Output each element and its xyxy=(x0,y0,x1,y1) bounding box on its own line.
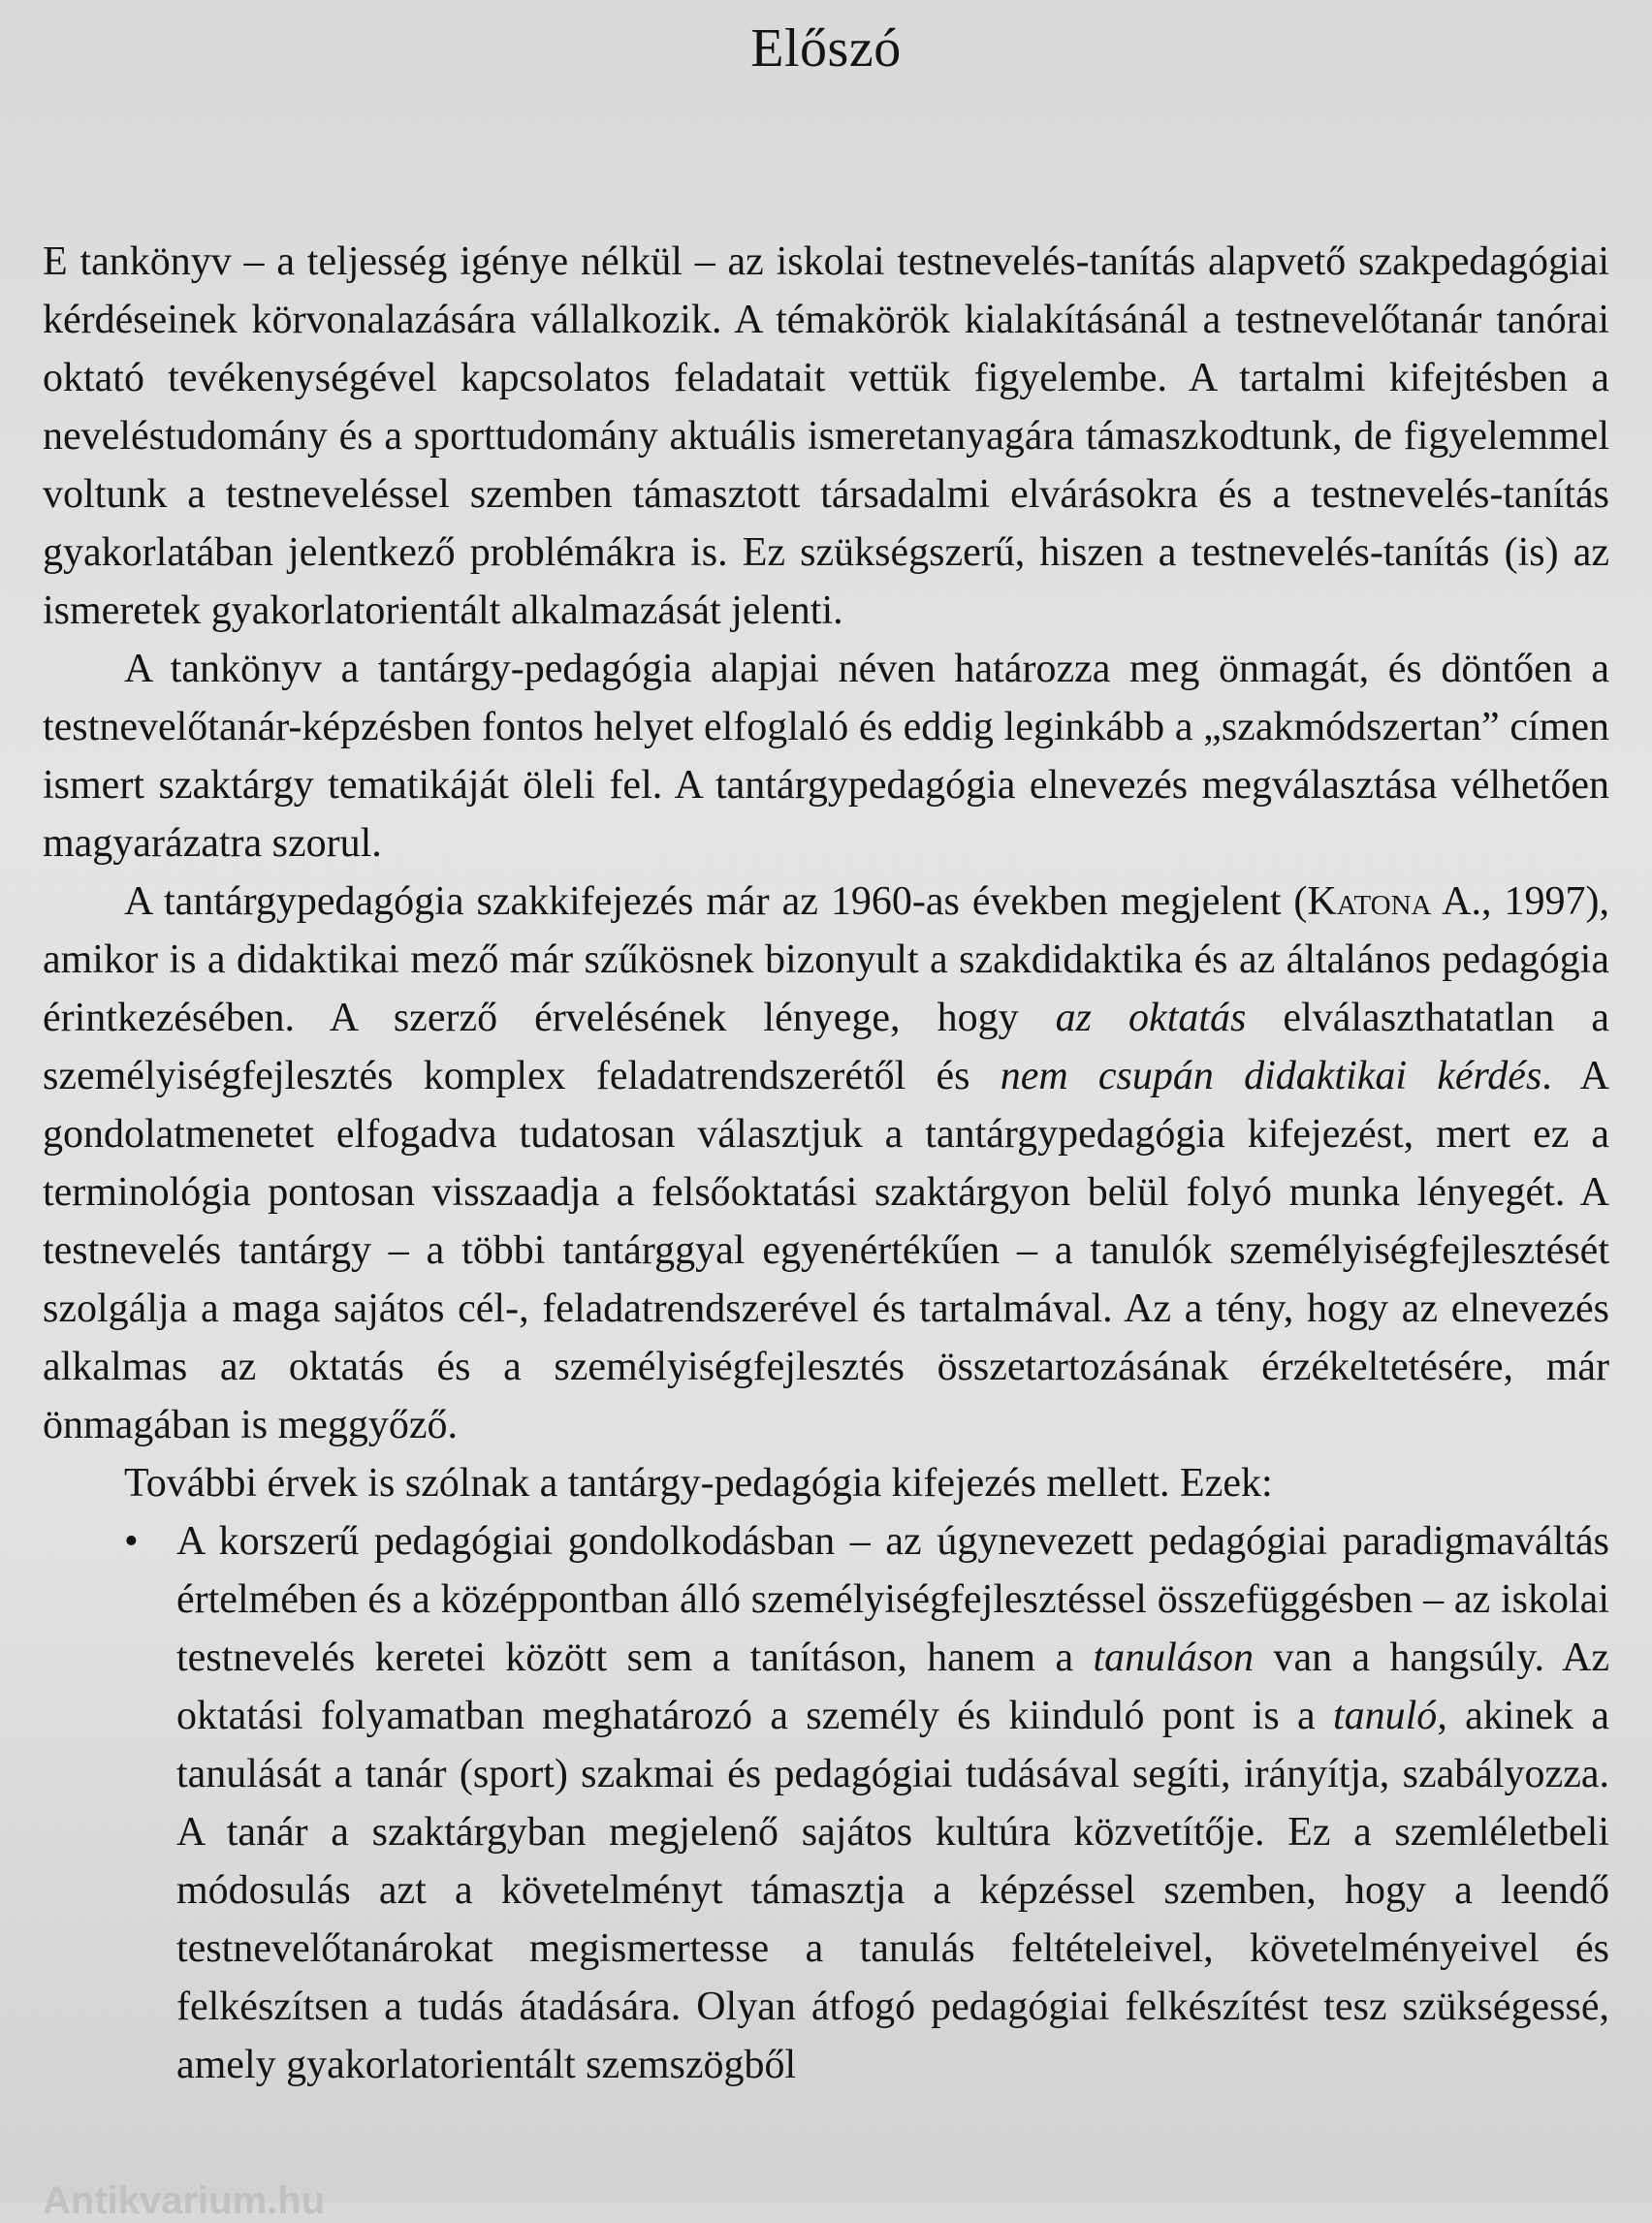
emphasis-tanulason: tanuláson xyxy=(1093,1635,1255,1680)
emphasis-nem-csupan: nem csupán didaktikai kérdés xyxy=(1000,1054,1542,1098)
list-item-text-2: van a hangsúly. Az oktatási folyamatban meghatározó a személy és kiinduló pont is a xyxy=(176,1635,1609,1738)
bullet-marker: • xyxy=(124,1519,139,1564)
watermark: Antikvarium.hu xyxy=(43,2179,326,2222)
paragraph-3 xyxy=(43,873,1609,1454)
list-item-text-3: , akinek a tanulását a tanár (sport) szakmai és pedagógiai tudásával segíti, irányítja, szabályozza. A tanár a szaktárgyban megjelenő sajátos kultúra közvetítője. Ez a szemléletbeli módosulás azt a követelményt támasztja a képzéssel szemben, hogy a leendő testnevelőtanárokat megismertesse a tanulás feltételeivel, követelményeivel és felkészítsen a tudás átadására. Olyan átfogó pedagógiai felkészítést tesz szükségessé, amely gyakorlatorientált szemszögből xyxy=(176,1694,1609,2087)
paragraph-3-text-1: A tantárgypedagógia szakkifejezés már az 1960-as években megjelent ( xyxy=(124,879,1308,924)
list-item xyxy=(43,1512,1609,2094)
argument-list xyxy=(43,1512,1609,2094)
book-page xyxy=(43,0,1610,2222)
list-item-text-1: A korszerű pedagógiai gondolkodásban – az úgynevezett pedagógiai paradigmaváltás értelmében és a középpontban álló személyiségfejlesztéssel összefüggésben – az iskolai testnevelés keretei között sem a tanításon, hanem a xyxy=(176,1519,1609,1680)
page-body xyxy=(43,233,1609,2094)
paragraph-1: E tankönyv – a teljesség igénye nélkül – az iskolai testnevelés-tanítás alapvető szakpedagógiai kérdéseinek körvonalazására vállalkozik. A témakörök kialakításánál a testnevelőtanár tanórai oktató tevékenységével kapcsolatos feladatait vettük figyelembe. A tartalmi kifejtésben a neveléstudomány és a sporttudomány aktuális ismeretanyagára támaszkodtunk, de figyelemmel voltunk a testneveléssel szemben támasztott társadalmi elvárásokra és a testnevelés-tanítás gyakorlatában jelentkező problémákra is. Ez szükségszerű, hiszen a testnevelés-tanítás (is) az ismeretek gyakorlatorientált alkalmazását jelenti. xyxy=(43,239,1609,633)
emphasis-tanulo: tanuló xyxy=(1332,1694,1438,1738)
paragraph-4: További érvek is szólnak a tantárgy-pedagógia kifejezés mellett. Ezek: xyxy=(124,1461,1273,1506)
emphasis-az-oktatas: az oktatás xyxy=(1055,996,1247,1040)
paragraph-3-text-2: , 1997), amikor is a didaktikai mező már szűkösnek bizonyult a szakdidaktika és az általános pedagógia érintkezésében. A szerző érvelésének lényege, hogy xyxy=(43,879,1610,1040)
paragraph-2: A tankönyv a tantárgy-pedagógia alapjai néven határozza meg önmagát, és döntően a testnevelőtanár-képzésben fontos helyet elfoglaló és eddig leginkább a „szakmódszertan” címen ismert szaktárgy tematikáját öleli fel. A tantárgypedagógia elnevezés megválasztása vélhetően magyarázatra szorul. xyxy=(43,647,1609,866)
citation-author: Katona A. xyxy=(1307,879,1482,924)
paragraph-3-text-4: . A gondolatmenetet elfogadva tudatosan választjuk a tantárgypedagógia kifejezést, mert ez a terminológia pontosan visszaadja a felsőoktatási szaktárgyon belül folyó munka lényegét. A testnevelés tantárgy – a többi tantárggyal egyenértékűen – a tanulók személyiségfejlesztését szolgálja a maga sajátos cél-, feladatrendszerével és tartalmával. Az a tény, hogy az elnevezés alkalmas az oktatás és a személyiségfejlesztés összetartozásának érzékeltetésére, már önmagában is meggyőző. xyxy=(43,1054,1610,1447)
page-title: Előszó xyxy=(750,18,902,79)
paragraph-3-text-3: elválaszthatatlan a személyiségfejlesztés komplex feladatrendszerétől és xyxy=(43,996,1609,1098)
